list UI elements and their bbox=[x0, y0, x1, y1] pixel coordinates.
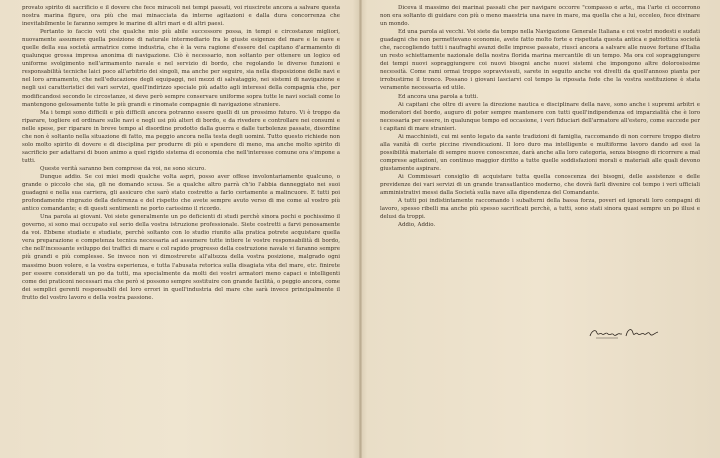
right-paragraph-8: Addio, Addio. bbox=[398, 222, 436, 229]
left-paragraph-6: Una parola ai giovani. Voi siete generalmente un po deficienti di studi perchè sinora pochi e pochissimo il governo, si sono mai occupato sul serio della vostra istruzione professionale. Siete costretti a farvi penosamente da voi. Ebbene studiate e studiate, perchè soltanto con lo studio riunito alla pratica potrete acquistare quella vera preparazione e competenza tecnica necessaria ad assumere tutte intiere le vostre responsabilità di bordo, che nell'incessante sviluppo dei traffici di mare e col rapido progresso della costruzione navale vi faranno sempre più grandi e più complesse. Se invece non vi dimostrerete all'altezza della vostra posizione, malgrado ogni massimo buon volere, e la vostra esperienza, e tutta l'abusata retorica sulla disagiata vita del mare, etc. finirete per essere considerati un po da tutti, ma specialmente da molti dei vostri armatori meno capaci e intelligenti come dei praticoni necessari ma che però si possono sempre sostituire con grande facilità, o peggio ancora, come dei semplici gerenti responsabili del loro errori in quell'industria del mare che sarà invece principalmente il frutto del vostro lavoro e della vostra passione. bbox=[22, 214, 340, 301]
left-paragraph-5: Dunque addio. Se coi miei modi qualche volta aspri, posso aver offese involontariamente qualcuno, o grande o piccolo che sia, gli ne domando scusa. Se a qualche altro parrà ch'io l'abbia danneggiato nei suoi guadagni e nella sua carriera, gli assicuro che sarò stato costretto a farlo certamente a malincuore. E tutti poi profondamente ringrazio della deferenza e del rispetto che avete sempre avuto verso di me come al vostro più antico comandante; e di questi sentimenti ne porto carissimo il ricordo. bbox=[22, 173, 340, 213]
handwritten-signature bbox=[588, 324, 660, 342]
page-fold bbox=[359, 0, 362, 458]
left-paragraph-4: Queste verità saranno ben comprese da voi, ne sono sicuro. bbox=[40, 165, 206, 172]
right-paragraph-6: Ai Commissari consiglio di acquistare tutta quella conoscenza dei bisogni, delle assistenze e delle previdenze dei vari servizi di un grande transatlantico moderno, che dovrà farli divenire col tempo i veri ufficiali amministrativi messi dalla Società sulla nave alla dipendenza del Comandante. bbox=[380, 173, 700, 197]
left-page-text bbox=[22, 4, 340, 302]
right-paragraph-1: Diceva il massimo dei marinai passati che per navigare occorre "compasso e arte,, ma l'arte ci occorrono non era soltanto di guidare con più o meno maestria una nave in mare, ma quella che a lui, ecceleo, fece divinare un mondo. bbox=[380, 5, 700, 28]
right-paragraph-4: Ai capitani che oltre di avere la direzione nautica e disciplinare della nave, sono anche i supremi arbitri e moderatori del bordo, auguro di poter sempre mantenere con tutti quell'indipendenza ed imparzialità che è loro necessaria per essere, in qualunque tempo ed occasione, i veri fiduciari dell'armatore all'estero, come succede per i capitani di mare stranieri. bbox=[380, 101, 700, 132]
right-paragraph-2: Ed una parola ai vecchi. Voi siete da tempo nella Navigazione Generale Italiana e coi vostri modesti e sudati guadagni che non permettevano economie, avete fatto molto forte e rispettata questa antica e patriottica società che, raccogliendo tutti i naufraghi avanzi delle imprese passate, riuscì ancora a salvare alle nuove fortune d'Italia un resto schiettamente nazionale della nostra florida marina mercantile di un tempo. Ma ora col sopraggiungere dei tempi nuovi sopraggiungere coi nuovi bisogni anche nuovi sistemi che impongono altre dolorosissime necessità. Come rami ormai troppo sopravvissuti, sarete in seguito anche voi divelti da quell'annoso pianta per irrobustirne il tronco. Possano i giovani lasciarvi col tempo la riposata fede che la vostra sostituzione è stata veramente necessaria ed utile. bbox=[380, 29, 700, 92]
left-paragraph-1: provato spirito di sacrificio e il dovere che fece miracoli nei tempi passati, voi riuscirete ancora a salvare questa nostra marina figure, ora più che mai minacciata da interne agitazioni e dalla dura concorrenza che inevitabilmente le faranno sempre le marine di altri mari e di altri paesi. bbox=[22, 5, 340, 28]
left-paragraph-3: Ma i tempi sono difficili e più difficili ancora potranno essere quelli di un prossimo futuro. Vi è troppo da riparare, togliere ed ordinare sulle navi e negli usi più alteri di bordo, e da rivedere e controllare nei consumi e nelle spese, per riparare in breve tempo al disordine prodotto dalla guerra e dalle turbolenze passate, disordine che non è soltanto nella situazione di fatto, ma peggio ancora nella testa degli uomini. Tutto questo richiede non solo molto spirito di dovere e di disciplina per produrre di più e spendere di meno, ma anche molto spirito di sacrificio per adattarsi di buon animo a quel rigido sistema di economia che nell'interesse comune ora s'impone a tutti. bbox=[22, 109, 340, 164]
right-paragraph-7: A tutti poi indistintamente raccomando i subalterni della bassa forza, poveri ed ignorati loro compagni di lavoro, spesso ribelli ma anche più spesso sacrificati perchè, a tutti, sono stati sinora quasi sempre un po illusi e delusi da troppi. bbox=[380, 198, 700, 221]
right-page-text bbox=[380, 4, 700, 229]
right-paragraph-3: Ed ancora una parola a tutti. bbox=[398, 93, 479, 100]
right-paragraph-5: Ai macchinisti, cui mi sento legato da sante tradizioni di famiglia, raccomando di non correre troppo dietro alla vanità di certe piccine rivendicazioni. Il loro duro ma intelligente e multiforme lavoro dando ad essi la possibilità materiale di sempre nuove conoscenze, darà anche alla loro categoria, senza bisogno di ricorrere a mal comprese agitazioni, un continuo maggior diritto a tutte quelle soddisfazioni morali e materiali alle quali devono giustamente aspirare. bbox=[380, 133, 700, 172]
signature-scribble bbox=[588, 324, 660, 342]
left-paragraph-2: Pertanto io faccio voti che qualche mio più abile successore possa, in tempi e circostanze migliori, nuovamente assumere quella posizione di naturale intermediario fra le giuste esigenze del mare e le nave e quelle della sua società armatrice come industria, che è la vera ragione d'essere del capitano d'armamento di qualunque grossa impresa anonima di navigazione. Ciò è necessario, non soltanto per ottenere un logico ed uniforme svolgimento nell'armamento navale e nel servizio di bordo, che regolando le diverse funzioni e responsabilità tecniche laici poco all'arbitrio dei singoli, ma anche per seguire, sia nella disposizione delle navi e nel loro armamento, che nell'educazione degli equipaggi, nei mezzi di salvataggio, nei sistemi di navigazione e negli usi caratteristici dei vari servizi, quell'indirizzo speciale più adatto agli interessi della compagnia che, per modificandosi secondo le circostanze, si deve però sempre conservare uniforme sopra tutte le navi sociali come lo mantengono gelosamente tutte le più grandi e rinomate compagnie di navigazione straniere. bbox=[22, 29, 340, 108]
